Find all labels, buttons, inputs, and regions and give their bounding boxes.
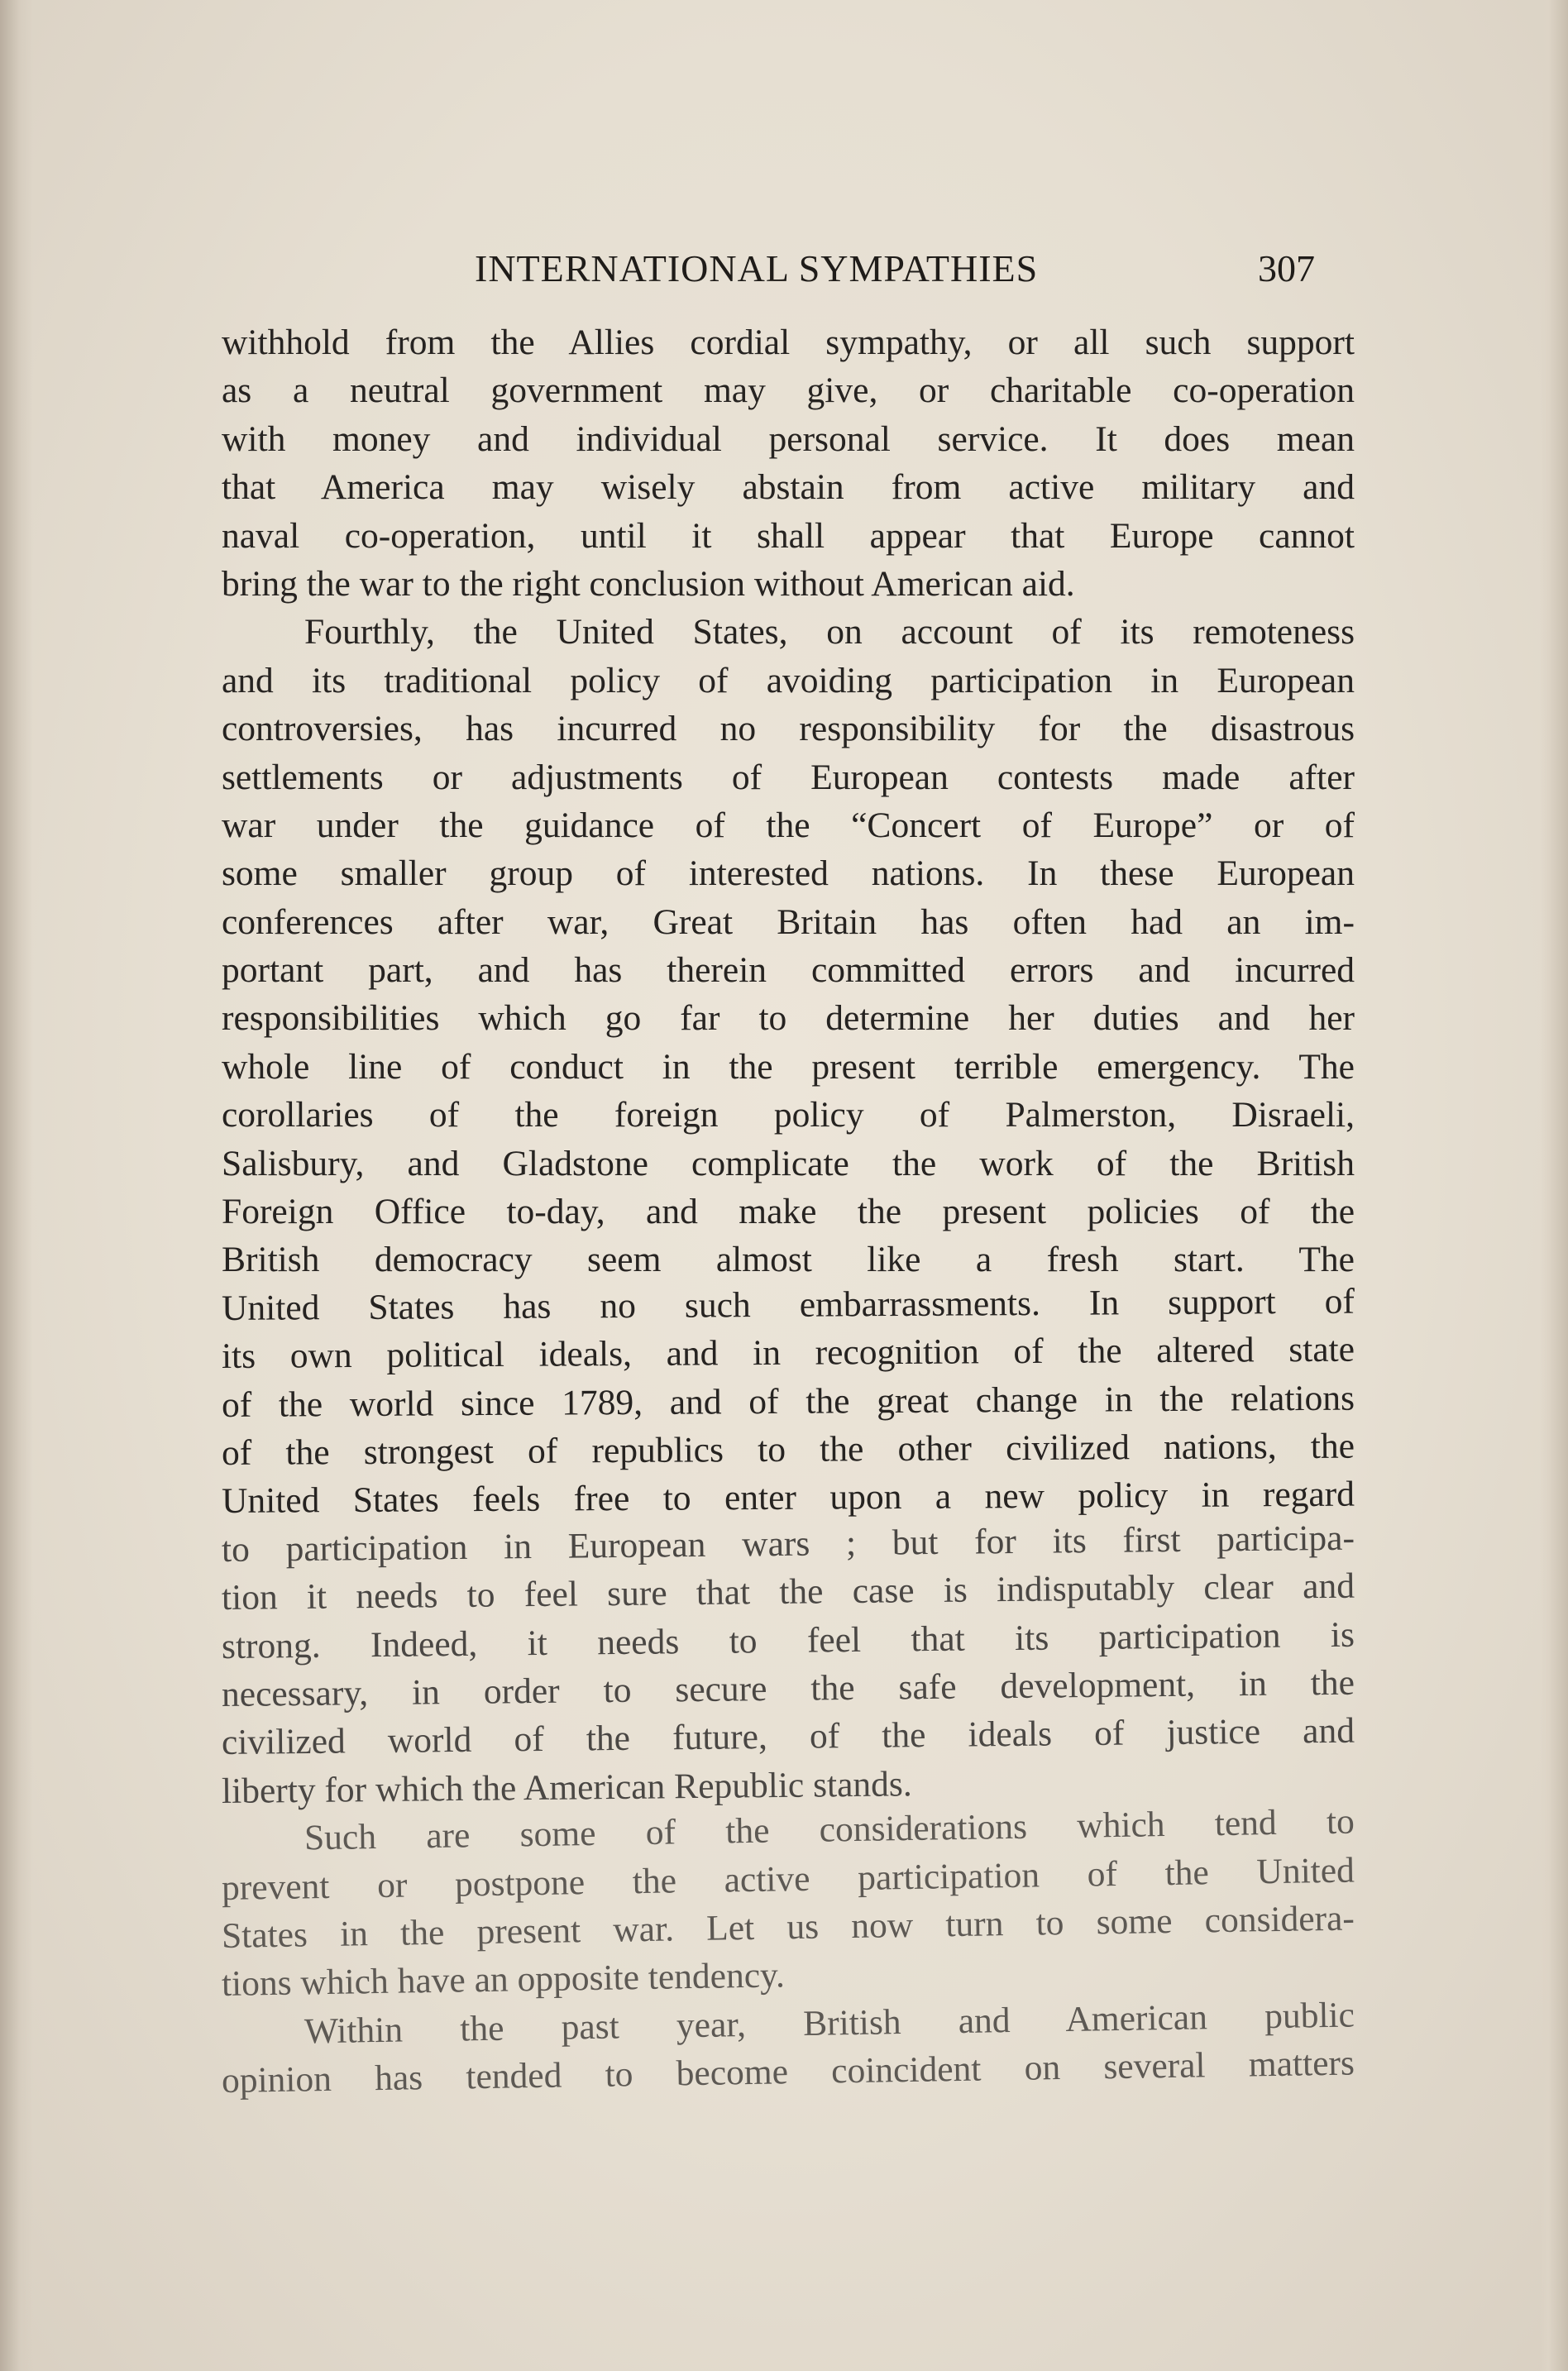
gutter-shadow [0,0,33,2371]
text-line: bring the war to the right conclusion without American aid. [222,563,1075,604]
text-line: necessary, in order to secure the safe development, in the [221,1662,1355,1714]
text-line: its own political ideals, and in recognition of the altered state [221,1329,1355,1377]
text-line: civilized world of the future, of the ideals of justice and [221,1710,1355,1763]
text-line: British democracy seem almost like a fresh start. The [222,1240,1355,1280]
page-edge-shadow [1540,0,1568,2371]
text-line: tion it needs to feel sure that the case is indisputably clear and [221,1566,1355,1618]
running-title: INTERNATIONAL SYMPATHIES [475,247,1039,289]
text-line: United States feels free to enter upon a new policy in regard [221,1475,1355,1522]
body-text [222,318,1355,2105]
text-line: responsibilities which go far to determine her duties and her [222,998,1355,1039]
text-line: whole line of conduct in the present terrible emergency. The [222,1046,1355,1087]
text-line: conferences after war, Great Britain has often had an im- [222,901,1355,942]
text-line: and its traditional policy of avoiding participation in European [222,660,1355,700]
text-line: naval co-operation, until it shall appear that Europe cannot [222,515,1355,556]
text-line: Within the past year, British and American public [304,1995,1355,2052]
text-line: of the world since 1789, and of the great change in the relations [221,1378,1355,1425]
page-number: 307 [1258,247,1315,289]
text-line: settlements or adjustments of European contests made after [222,757,1355,797]
text-line: opinion has tended to become coincident on several matters [221,2043,1355,2101]
text-line: Fourthly, the United States, on account of its remoteness [304,612,1355,653]
text-line: war under the guidance of the “Concert of Europe” or of [222,805,1355,845]
text-line: corollaries of the foreign policy of Palmerston, Disraeli, [222,1095,1355,1135]
text-line: as a neutral government may give, or charitable co-operation [222,370,1355,411]
page-header [463,246,1315,296]
text-line: Such are some of the considerations which tend to [304,1801,1355,1858]
text-line: States in the present war. Let us now turn to some considera- [221,1898,1355,1956]
text-line: some smaller group of interested nations. In these European [222,853,1355,894]
text-line: Foreign Office to-day, and make the present policies of the [222,1192,1355,1232]
text-line: that America may wisely abstain from active military and [222,467,1355,508]
text-line: liberty for which the American Republic stands. [221,1763,912,1811]
text-line: United States has no such embarrassments. In support of [221,1281,1355,1328]
text-line: tions which have an opposite tendency. [221,1955,786,2005]
text-line: strong. Indeed, it needs to feel that its participation is [221,1614,1355,1666]
text-line: to participation in European wars ; but for its first participa- [221,1518,1355,1570]
text-line: withhold from the Allies cordial sympathy, or all such support [222,323,1355,362]
text-line: portant part, and has therein committed errors and incurred [222,950,1355,991]
text-line: controversies, has incurred no responsibility for the disastrous [222,709,1355,749]
text-line: with money and individual personal service. It does mean [222,418,1355,459]
text-line: prevent or postpone the active participation of the United [221,1849,1355,1908]
text-line: of the strongest of republics to the other civilized nations, the [221,1426,1355,1473]
text-line: Salisbury, and Gladstone complicate the work of the British [222,1143,1355,1183]
